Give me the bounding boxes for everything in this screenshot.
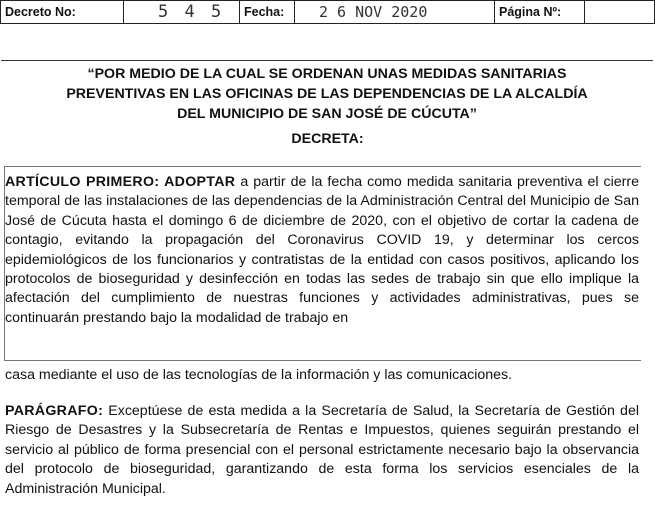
articulo-primero: [5, 173, 639, 328]
title-line-3: DEL MUNICIPIO DE SAN JOSÉ DE CÚCUTA”: [177, 106, 477, 122]
articulo-primero-text: a partir de la fecha como medida sanitaria preventiva el cierre temporal de las instalaciones de las dependencias de la Administración Central del Municipio de San José de Cúcuta hasta el domingo 6 de diciembre de 2020, con el objetivo de cortar la cadena de contagio, evitando la propagación del Coronavirus COVID 19, y determinar los cercos epidemiológicos de los funcionarios y contratistas de la entidad con casos positivos, aplicando los protocolos de bioseguridad y desinfección en todas las sedes de trabajo sin que ello implique la afectación del cumplimiento de nuestras funciones y actividades administrativas, pues se continuarán prestando bajo la modalidad de trabajo en: [5, 174, 639, 326]
decreto-number: [124, 1, 240, 24]
paragrafo-label: PARÁGRAFO:: [5, 403, 104, 419]
pagina-value: [585, 1, 655, 24]
pagina-label: Página Nº:: [495, 1, 585, 24]
title-line-1: “POR MEDIO DE LA CUAL SE ORDENAN UNAS MEDIDAS SANITARIAS: [87, 66, 567, 82]
articulo-primero-label: ARTÍCULO PRIMERO: ADOPTAR: [5, 174, 236, 190]
paragrafo-text: Exceptúese de esta medida a la Secretaría de Salud, la Secretaría de Gestión del Riesgo de Desastres y la Subsecretaría de Rentas e Impuestos, quienes seguirán prestando el servicio al público de forma presencial con el personal estrictamente necesario bajo la observancia del protocolo de bioseguridad, garantizando de esta forma los servicios esenciales de la Administración Municipal.: [5, 403, 639, 497]
title-line-2: PREVENTIVAS EN LAS OFICINAS DE LAS DEPENDENCIAS DE LA ALCALDÍA: [66, 86, 588, 102]
title-box: [1, 60, 653, 123]
document-header-table: [0, 0, 655, 24]
fecha-value: [295, 1, 495, 24]
articulo-primero-continuation: casa mediante el uso de las tecnologías de la información y las comunicaciones.: [5, 367, 513, 383]
document-title: [1, 61, 653, 124]
decreto-number-value: 5 4 5: [158, 2, 225, 22]
decreto-label: Decreto No:: [1, 1, 124, 24]
fecha-label: Fecha:: [240, 1, 295, 24]
decreta-heading: DECRETA:: [291, 131, 364, 147]
paragrafo: [5, 402, 639, 499]
fecha-stamp: 2 6 NOV 2020: [319, 3, 428, 21]
